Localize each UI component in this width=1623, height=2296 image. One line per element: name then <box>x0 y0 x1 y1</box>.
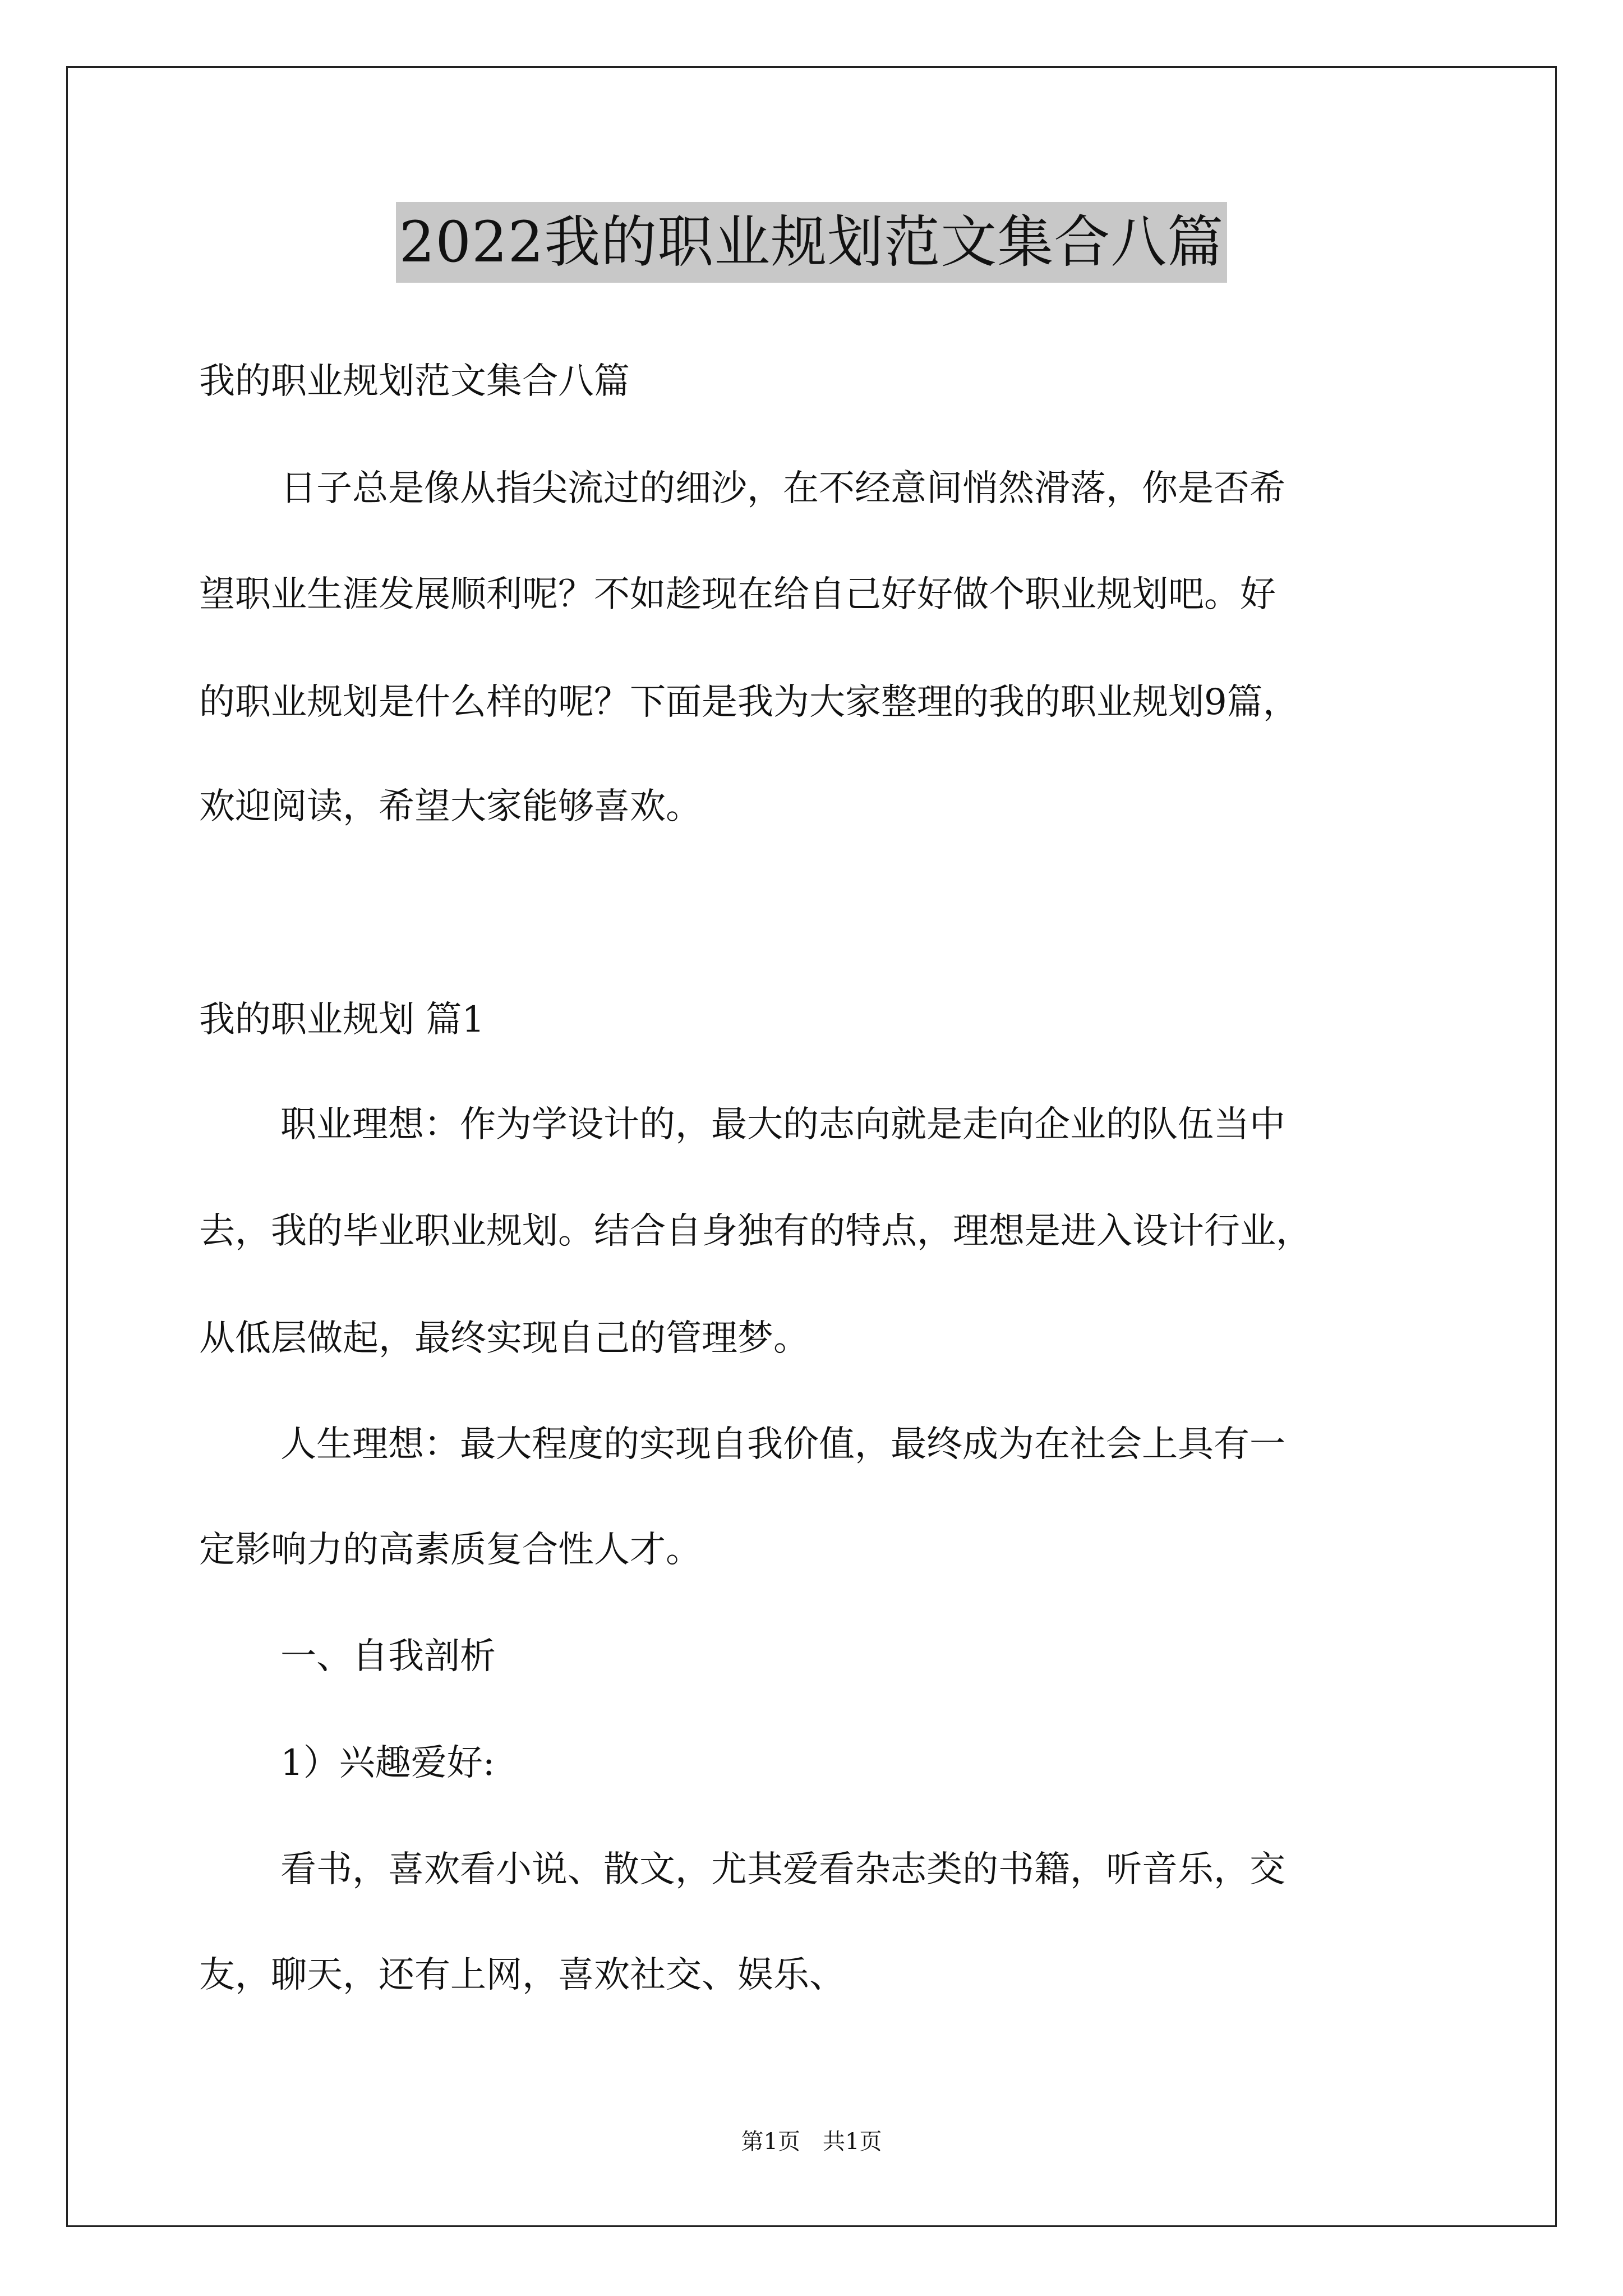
section-heading: 我的职业规划 篇1 <box>199 999 485 1041</box>
paragraph-line: 的职业规划是什么样的呢？下面是我为大家整理的我的职业规划9篇， <box>199 682 1299 723</box>
paragraph-line: 从低层做起，最终实现自己的管理梦。 <box>199 1318 809 1359</box>
paragraph-line: 望职业生涯发展顺利呢？不如趁现在给自己好好做个职业规划吧。好 <box>199 574 1276 615</box>
paragraph-line: 欢迎阅读，希望大家能够喜欢。 <box>199 786 702 827</box>
paragraph-line: 日子总是像从指尖流过的细沙，在不经意间悄然滑落，你是否希 <box>280 468 1285 509</box>
paragraph-line: 看书，喜欢看小说、散文，尤其爱看杂志类的书籍，听音乐，交 <box>280 1849 1285 1890</box>
list-heading: 1）兴趣爱好: <box>280 1742 495 1784</box>
page-footer <box>0 2126 1623 2157</box>
paragraph-line: 人生理想：最大程度的实现自我价值，最终成为在社会上具有一 <box>280 1424 1285 1465</box>
paragraph-line: 去，我的毕业职业规划。结合自身独有的特点，理想是进入设计行业， <box>199 1211 1312 1252</box>
title-container <box>0 202 1623 283</box>
paragraph-line: 友，聊天，还有上网，喜欢社交、娱乐、 <box>199 1954 845 1996</box>
subtitle-line: 我的职业规划范文集合八篇 <box>199 361 630 402</box>
paragraph-line: 定影响力的高素质复合性人才。 <box>199 1529 702 1571</box>
page-number-total: 共1页 <box>823 2129 882 2155</box>
paragraph-line: 职业理想：作为学设计的，最大的志向就是走向企业的队伍当中 <box>280 1104 1285 1145</box>
subsection-heading: 一、自我剖析 <box>280 1636 496 1677</box>
document-title: 2022我的职业规划范文集合八篇 <box>396 202 1228 283</box>
page-number-current: 第1页 <box>741 2129 800 2155</box>
